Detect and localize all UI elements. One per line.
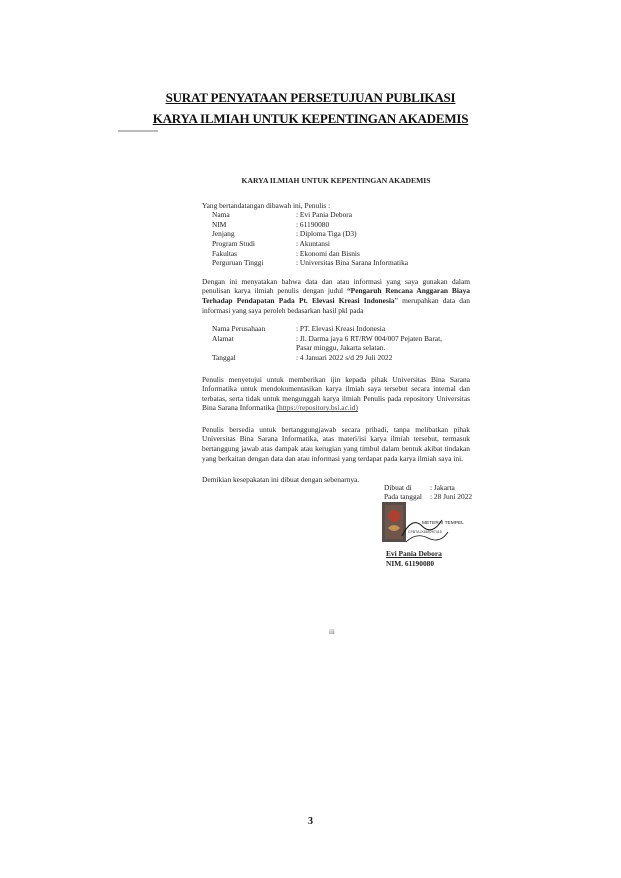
document-title-line1: SURAT PENYATAAN PERSETUJUAN PUBLIKASI bbox=[165, 90, 456, 105]
letter-heading: KARYA ILMIAH UNTUK KEPENTINGAN AKADEMIS bbox=[241, 176, 431, 185]
signer-block bbox=[386, 549, 442, 568]
page-number: 3 bbox=[308, 816, 313, 827]
field-row: Nama : Evi Pania Debora bbox=[212, 210, 353, 220]
company-row: Tanggal : 4 Januari 2022 s/d 29 Juli 2022 bbox=[212, 352, 393, 362]
author-fields bbox=[202, 210, 470, 268]
signature-block: Dibuat di : Jakarta Pada tanggal : 28 Juni 2022 bbox=[384, 483, 473, 502]
paragraph-closing: Demikian kesepakatan ini dibuat dengan sebenarnya. bbox=[202, 475, 360, 485]
company-row: Nama Perusahaan : PT. Elevasi Kreasi Indonesia bbox=[212, 324, 386, 334]
paragraph-permission: Penulis menyetujui untuk memberikan ijin kepada pihak Universitas Bina Sarana Informatika untuk mendokumentasikan karya ilmiah saya tersebut secara internal dan terbatas, serta tidak untuk mengunggah karya ilmiah Penulis pada repository Universitas Bina Sarana Informatika (https://repository.bsi.ac.id) bbox=[202, 374, 470, 413]
signer-nim: NIM. 61190080 bbox=[386, 558, 435, 568]
stamp-code: CFB7AJX665297415 bbox=[408, 530, 442, 534]
document-title-line2: KARYA ILMIAH UNTUK KEPENTINGAN AKADEMIS bbox=[152, 111, 469, 126]
paragraph-responsibility: Penulis bersedia untuk bertanggungjawab secara pribadi, tanpa melibatkan pihak Universitas Bina Sarana Informatika, atas materi/isi karya ilmiah tersebut, termasuk bertanggung jawab atas dampak atau kerugian yang timbul dalam bentuk akibat tindakan yang berkaitan dengan data dan atau informasi yang terdapat pada karya ilmiah saya ini. bbox=[202, 424, 470, 463]
field-row: NIM : 61190080 bbox=[212, 219, 330, 229]
field-row: Jenjang : Diploma Tiga (D3) bbox=[212, 229, 357, 239]
repository-link[interactable]: (https://repository.bsi.ac.id) bbox=[276, 403, 358, 413]
paragraph-statement: Dengan ini menyatakan bahwa data dan atau informasi yang saya gunakan dalam penulisan karya ilmiah penulis dengan judul “Pengaruh Rencana Anggaran Biaya Terhadap Pendapatan Pada Pt. Elevasi Kreasi Indonesia” merupahkan data dan informasi yang saya peroleh bedasarkan hasil pkl pada bbox=[202, 276, 471, 315]
company-row: Alamat : Jl. Darma jaya 6 RT/RW 004/007 Pejaten Barat, bbox=[212, 333, 442, 343]
company-fields bbox=[202, 324, 470, 362]
field-row: Fakultas : Ekonomi dan Bisnis bbox=[212, 248, 360, 258]
field-row: Perguruan Tinggi : Universitas Bina Sarana Informatika bbox=[212, 258, 409, 268]
company-row: Pasar minggu, Jakarta selatan. bbox=[296, 343, 386, 353]
scan-mark bbox=[118, 130, 158, 132]
scanned-page-number: iii bbox=[329, 628, 335, 636]
stamp-text: METERAI TEMPEL bbox=[422, 521, 464, 526]
scanned-letter bbox=[202, 176, 470, 485]
meterai-stamp-with-signature bbox=[382, 502, 464, 550]
letter-intro: Yang bertandatangan dibawah ini, Penulis : bbox=[202, 200, 331, 210]
signer-name: Evi Pania Debora bbox=[386, 549, 442, 558]
field-row: Program Studi : Akuntansi bbox=[212, 238, 330, 248]
